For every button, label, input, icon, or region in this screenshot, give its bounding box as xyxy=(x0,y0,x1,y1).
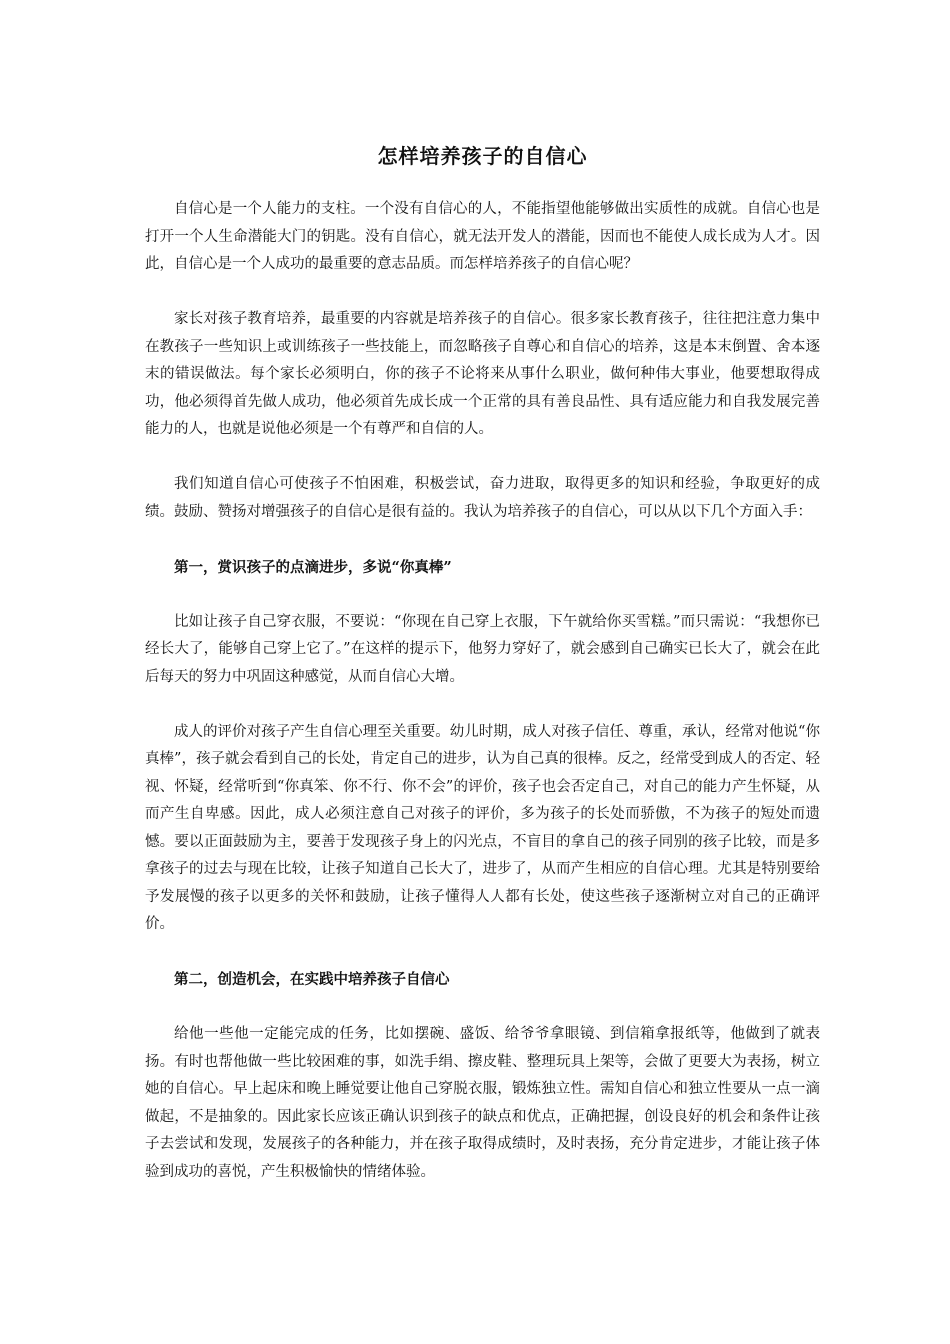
intro-paragraph-3: 我们知道自信心可使孩子不怕困难，积极尝试，奋力进取，取得更多的知识和经验，争取更好的成绩。鼓励、赞扬对增强孩子的自信心是很有益的。我认为培养孩子的自信心，可以从以下几个方面入手： xyxy=(145,476,820,520)
intro-paragraph-2: 家长对孩子教育培养，最重要的内容就是培养孩子的自信心。很多家长教育孩子，往往把注意力集中在教孩子一些知识上或训练孩子一些技能上，而忽略孩子自尊心和自信心的培养，这是本末倒置、舍本逐末的错误做法。每个家长必须明白，你的孩子不论将来从事什么职业，做何种伟大事业，他要想取得成功，他必须得首先做人成功，他必须首先成长成一个正常的具有善良品性、具有适应能力和自我发展完善能力的人，也就是说他必须是一个有尊严和自信的人。 xyxy=(145,311,820,437)
section-1-paragraph-1: 比如让孩子自己穿衣服，不要说：“你现在自己穿上衣服，下午就给你买雪糕。”而只需说：“我想你已经长大了，能够自己穿上它了。”在这样的提示下，他努力穿好了，就会感到自己确实已长大了，就会在此后每天的努力中巩固这种感觉，从而自信心大增。 xyxy=(145,613,820,685)
section-2-heading: 第二，创造机会，在实践中培养孩子自信心 xyxy=(174,971,450,988)
document-page xyxy=(145,140,820,1214)
intro-paragraph-1: 自信心是一个人能力的支柱。一个没有自信心的人，不能指望他能够做出实质性的成就。自信心也是打开一个人生命潜能大门的钥匙。没有自信心，就无法开发人的潜能，因而也不能使人成长成为人才。因此，自信心是一个人成功的最重要的意志品质。而怎样培养孩子的自信心呢？ xyxy=(145,201,820,272)
page-title: 怎样培养孩子的自信心 xyxy=(377,144,588,168)
section-1-heading: 第一，赏识孩子的点滴进步，多说“你真棒” xyxy=(174,558,452,576)
section-1-paragraph-2: 成人的评价对孩子产生自信心理至关重要。幼儿时期，成人对孩子信任、尊重，承认，经常对他说“你真棒”，孩子就会看到自己的长处，肯定自己的进步，认为自己真的很棒。反之，经常受到成人的否定、轻视、怀疑，经常听到“你真笨、你不行、你不会”的评价，孩子也会否定自己，对自己的能力产生怀疑，从而产生自卑感。因此，成人必须注意自己对孩子的评价，多为孩子的长处而骄傲，不为孩子的短处而遗憾。要以正面鼓励为主，要善于发现孩子身上的闪光点，不盲目的拿自己的孩子同别的孩子比较，而是多拿孩子的过去与现在比较，让孩子知道自己长大了，进步了，从而产生相应的自信心理。尤其是特别要给予发展慢的孩子以更多的关怀和鼓励，让孩子懂得人人都有长处，使这些孩子逐渐树立对自己的正确评价。 xyxy=(145,723,820,932)
section-2-paragraph-1: 给他一些他一定能完成的任务，比如摆碗、盛饭、给爷爷拿眼镜、到信箱拿报纸等，他做到了就表扬。有时也帮他做一些比较困难的事，如洗手绢、擦皮鞋、整理玩具上架等，会做了更要大为表扬，树立她的自信心。早上起床和晚上睡觉要让他自己穿脱衣服，锻炼独立性。需知自信心和独立性要从一点一滴做起，不是抽象的。因此家长应该正确认识到孩子的缺点和优点，正确把握，创设良好的机会和条件让孩子去尝试和发现，发展孩子的各种能力，并在孩子取得成绩时，及时表扬，充分肯定进步，才能让孩子体验到成功的喜悦，产生积极愉快的情绪体验。 xyxy=(145,1026,820,1180)
